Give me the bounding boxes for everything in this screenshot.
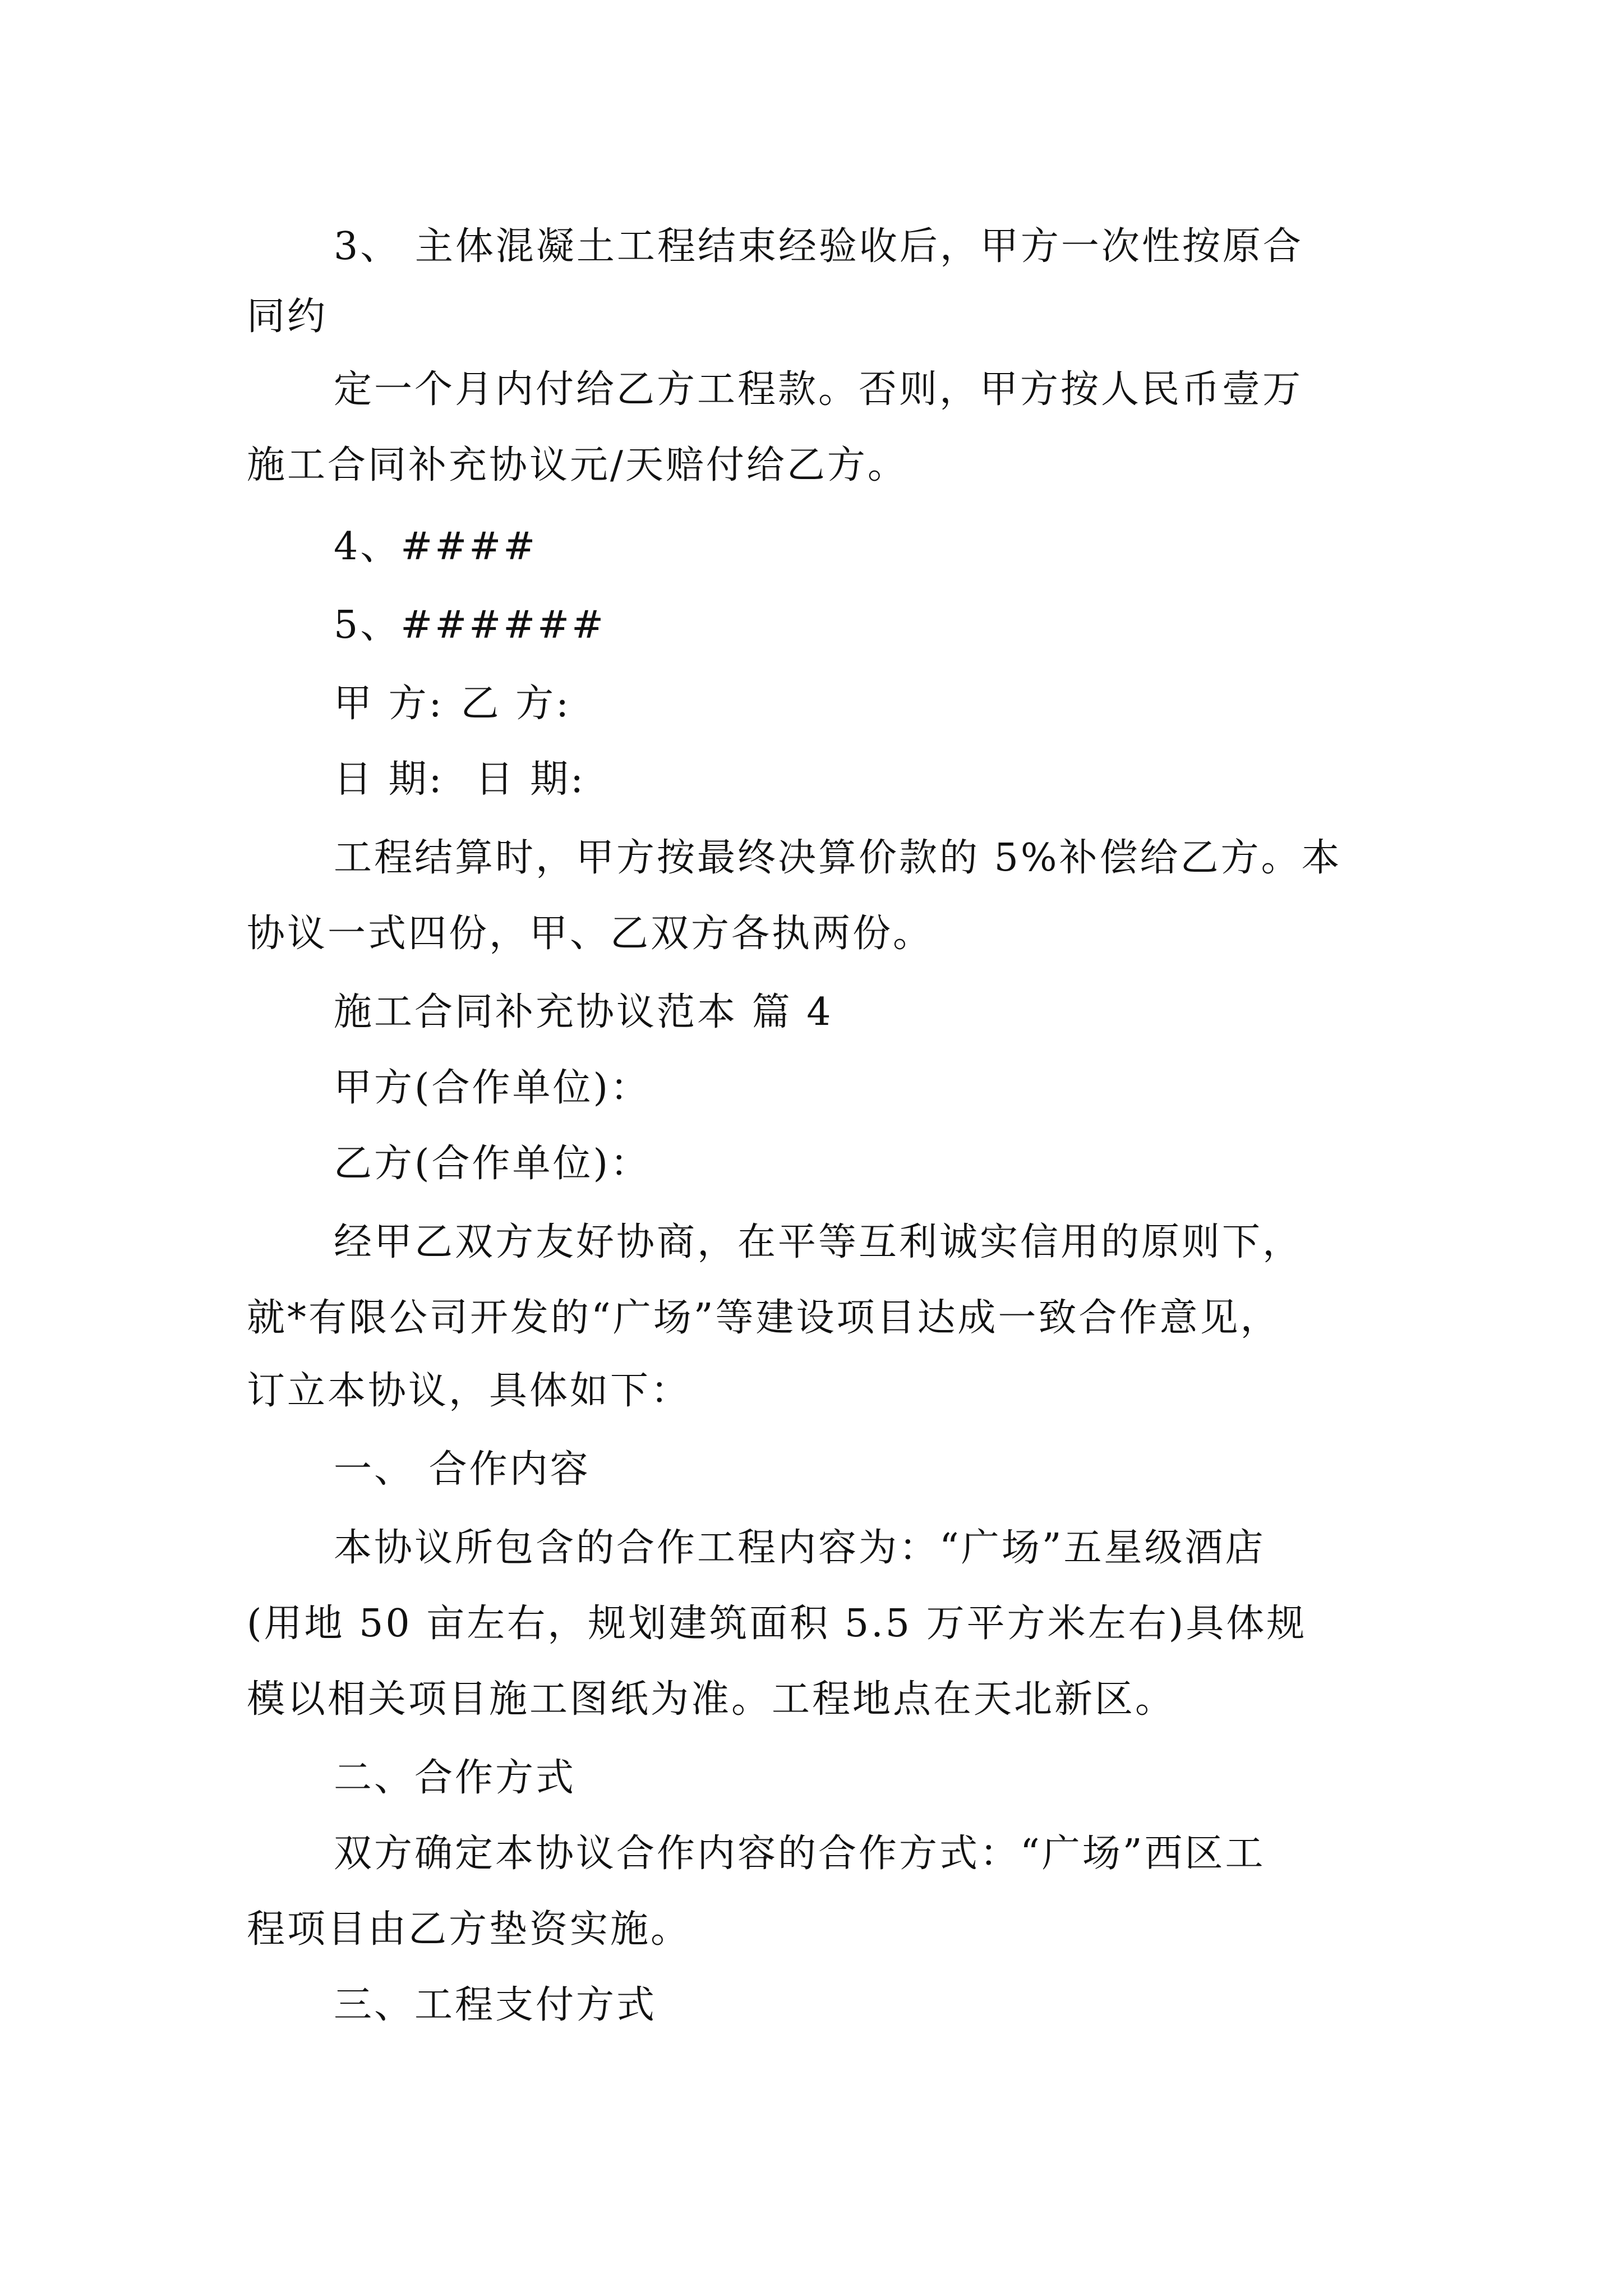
method-line-1: 双方确定本协议合作内容的合作方式：“广场”西区工 bbox=[334, 1832, 1266, 1876]
date-a-label: 日 期: bbox=[334, 757, 444, 802]
heading-payment-method: 三、工程支付方式 bbox=[334, 1983, 657, 2027]
clause-5: 5、###### bbox=[334, 603, 606, 647]
section-title: 施工合同补充协议范本 篇 4 bbox=[334, 990, 833, 1034]
signature-parties-line bbox=[334, 676, 571, 732]
signature-dates-line bbox=[334, 752, 585, 808]
date-b-label: 日 期: bbox=[475, 757, 586, 802]
intro-line-1: 经甲乙双方友好协商，在平等互利诚实信用的原则下， bbox=[334, 1220, 1303, 1264]
content-line-1: 本协议所包含的合作工程内容为：“广场”五星级酒店 bbox=[334, 1526, 1266, 1570]
clause-4: 4、#### bbox=[334, 524, 538, 569]
payment-line-1: 定一个月内付给乙方工程款。否则，甲方按人民币壹万 bbox=[334, 367, 1303, 412]
party-a-label: 甲 方: bbox=[334, 682, 444, 726]
method-line-2: 程项目由乙方垫资实施。 bbox=[247, 1907, 691, 1952]
payment-line-2: 施工合同补充协议元/天赔付给乙方。 bbox=[247, 443, 908, 487]
content-line-2: (用地 50 亩左右，规划建筑面积 5.5 万平方米左右)具体规 bbox=[247, 1602, 1307, 1646]
intro-line-3: 订立本协议，具体如下： bbox=[247, 1369, 691, 1413]
settlement-line-1: 工程结算时，甲方按最终决算价款的 5%补偿给乙方。本 bbox=[334, 836, 1342, 880]
party-b-label: 乙 方: bbox=[460, 682, 571, 726]
heading-cooperation-content: 一、 合作内容 bbox=[334, 1447, 591, 1492]
party-b-unit: 乙方(合作单位)： bbox=[334, 1142, 651, 1186]
settlement-line-2: 协议一式四份，甲、乙双方各执两份。 bbox=[247, 912, 934, 956]
content-line-3: 模以相关项目施工图纸为准。工程地点在天北新区。 bbox=[247, 1677, 1176, 1722]
clause-3-line-1: 3、 主体混凝土工程结束经验收后，甲方一次性按原合 bbox=[334, 224, 1303, 269]
heading-cooperation-method: 二、合作方式 bbox=[334, 1756, 577, 1800]
intro-line-2: 就*有限公司开发的“广场”等建设项目达成一致合作意见， bbox=[247, 1296, 1281, 1340]
party-a-unit: 甲方(合作单位)： bbox=[334, 1066, 651, 1110]
clause-3-line-2: 同约 bbox=[247, 295, 328, 339]
